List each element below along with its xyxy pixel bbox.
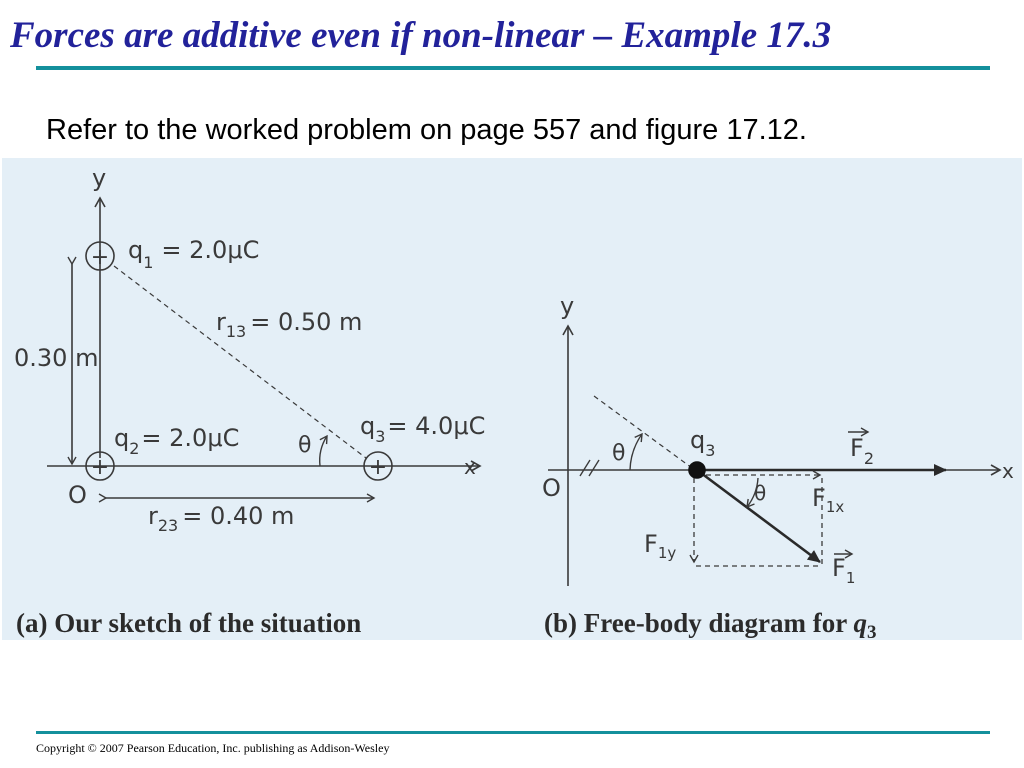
title-rule — [36, 66, 990, 70]
footer-rule — [36, 731, 990, 734]
a-x-label: x — [464, 455, 476, 479]
b-F1y-label: $F_{1y}$ — [644, 530, 677, 562]
b-caption: (b) Free-body diagram for $q_3$ — [544, 608, 877, 640]
figure-17-12 — [2, 158, 1022, 640]
slide-title: Forces are additive even if non-linear – Example 17.3 — [10, 15, 832, 56]
copyright-notice: Copyright © 2007 Pearson Education, Inc. publishing as Addison-Wesley — [36, 741, 390, 755]
a-caption: (a) Our sketch of the situation — [16, 608, 362, 638]
a-q2-label: $q_2= 2.0\mu C$ — [114, 424, 240, 458]
b-F1-label: $F_1$ — [832, 554, 856, 587]
figure-panel — [2, 158, 1022, 640]
b-x-label: x — [1002, 459, 1014, 483]
b-F2-label: $F_2$ — [850, 434, 874, 468]
a-y-label: y — [92, 164, 107, 192]
b-theta-upper-label: θ — [612, 441, 626, 466]
a-q1-plus: + — [90, 245, 110, 270]
figure-background — [2, 158, 1022, 640]
b-q3-label: $q_3$ — [690, 426, 716, 460]
a-q2-plus: + — [90, 455, 110, 480]
a-r13-label: $r_{13} = 0.50$ m — [216, 308, 363, 341]
a-height-label: 0.30 m — [14, 344, 99, 372]
a-q3-plus: + — [368, 455, 388, 480]
a-origin-label: O — [68, 481, 87, 509]
a-theta-label: θ — [298, 433, 312, 458]
a-r23-label: $r_{23} = 0.40$ m — [148, 502, 295, 535]
a-q3-label: $q_3= 4.0\mu C$ — [360, 412, 486, 446]
slide-subtitle: Refer to the worked problem on page 557 and figure 17.12. — [46, 114, 807, 146]
b-origin-label: O — [542, 474, 561, 502]
b-y-label: y — [560, 292, 575, 320]
b-theta-lower-label: θ — [754, 481, 767, 505]
b-q3-dot-icon — [689, 462, 705, 478]
a-q1-label: $q_1 = 2.0\mu C$ — [128, 236, 260, 272]
b-F1x-label: $F_{1x}$ — [812, 484, 845, 516]
